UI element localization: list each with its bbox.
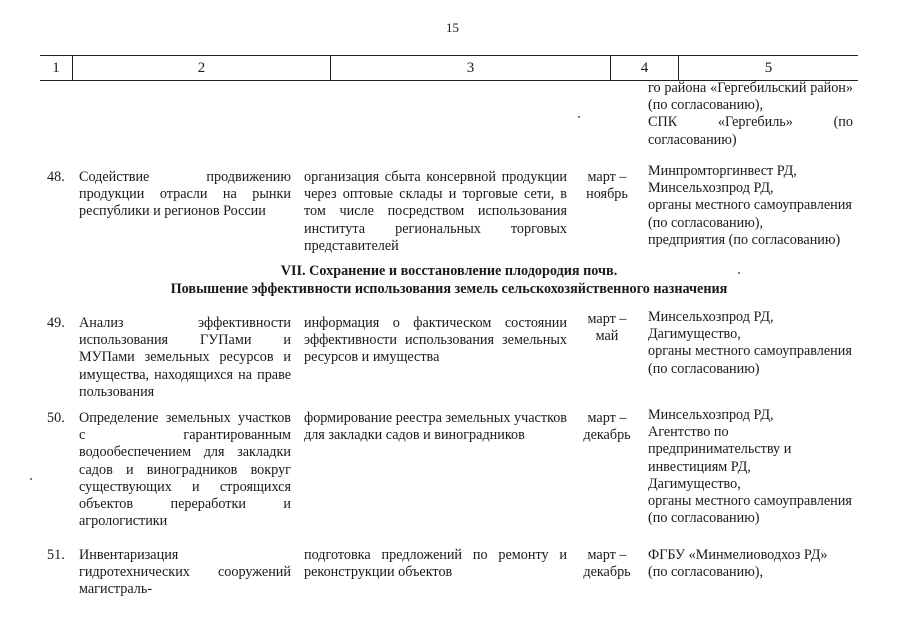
page-number: 15 [446, 20, 459, 35]
row-result: информация о фактическом состоянии эффективности использования земельных ресурсов и имущества [304, 315, 567, 366]
row-result: формирование реестра земельных участков для закладки садов и виноградников [304, 410, 567, 444]
row-period: март – ноябрь [586, 169, 628, 203]
header-col-5: 5 [678, 56, 858, 80]
row-activity: Анализ эффективности использования ГУПами и МУПами земельных ресурсов и имущества, находящихся на праве пользования [79, 315, 291, 400]
row-number: 48. [47, 169, 65, 185]
row-number: 50. [47, 410, 65, 426]
row-activity: Содействие продвижению продукции отрасли на рынки республики и регионов России [79, 169, 291, 220]
row-number: 51. [47, 547, 65, 563]
scan-speck [738, 272, 740, 274]
scan-speck [30, 478, 32, 480]
row-number: 49. [47, 315, 65, 331]
row-period: март – декабрь [583, 547, 631, 581]
row-result: организация сбыта консервной продукции через оптовые склады и торговые сети, в том числе посредством использования института региональных торговых представителей [304, 169, 567, 254]
row-result: подготовка предложений по ремонту и реконструкции объектов [304, 547, 567, 581]
row-activity: Определение земельных участков с гарантированным водообеспечением для закладки садов и виноградников вокруг существующих и строящихся объектов переработки и агрологистики [79, 410, 291, 530]
row-activity: Инвентаризация гидротехнических сооружений магистраль- [79, 547, 291, 598]
row-period: март – май [587, 311, 627, 345]
continuation-col5: го района «Гергебильский район» (по согласованию), СПК «Гергебиль» (по согласованию) [648, 80, 853, 148]
row-responsible: Минсельхозпрод РД, Агентство по предпринимательству и инвестициям РД, Дагимущество, органы местного самоуправления (по согласованию) [648, 407, 852, 527]
header-col-1: 1 [52, 60, 60, 76]
header-col-4: 4 [610, 56, 678, 80]
row-responsible: Минпромторгинвест РД, Минсельхозпрод РД, органы местного самоуправления (по согласованию), предприятия (по согласованию) [648, 163, 852, 248]
table-header [40, 55, 858, 81]
header-col-2: 2 [72, 56, 330, 80]
scan-speck [578, 116, 580, 118]
section-heading-line2: Повышение эффективности использования земель сельскохозяйственного назначения [170, 281, 728, 297]
header-col-3: 3 [330, 56, 610, 80]
row-responsible: ФГБУ «Минмелиоводхоз РД» (по согласованию), [648, 547, 828, 581]
row-period: март – декабрь [583, 410, 631, 444]
row-responsible: Минсельхозпрод РД, Дагимущество, органы местного самоуправления (по согласованию) [648, 309, 852, 377]
section-heading-line1: VII. Сохранение и восстановление плодородия почв. [280, 263, 618, 279]
